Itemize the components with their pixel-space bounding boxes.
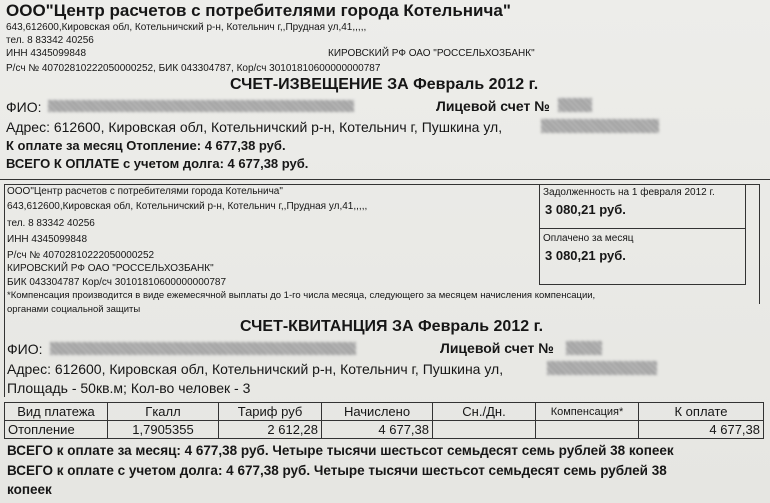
notice-inn: ИНН 4345099848 <box>6 48 87 59</box>
receipt-area: Площадь - 50кв.м; Кол-во человек - 3 <box>7 380 251 396</box>
notice-fio-label: ФИО: <box>6 99 42 115</box>
receipt-grand-total-line1: ВСЕГО к оплате с учетом долга: 4 677,38 руб. Четыре тысячи шестьсот семьдесят семь рублей 38 <box>7 463 667 478</box>
header-charged: Начислено <box>322 403 433 421</box>
header-sn-dn: Сн./Дн. <box>433 403 536 421</box>
paid-label: Оплачено за месяц <box>543 233 634 244</box>
cell-payment-type: Отопление <box>5 421 108 439</box>
receipt-address-redacted <box>547 361 657 375</box>
receipt-grand-total-line2: копеек <box>7 482 52 497</box>
receipt-org-name: ООО"Центр расчетов с потребителями города Котельнича" <box>7 186 283 197</box>
debt-label: Задолженность на 1 февраля 2012 г. <box>543 187 715 198</box>
receipt-fio-redacted <box>50 342 356 355</box>
receipt-org-address: 643,612600,Кировская обл, Котельничский р-н, Котельнич г,,Прудная ул,41,,,,, <box>7 201 368 212</box>
receipt-bank-name: КИРОВСКИЙ РФ ОАО "РОССЕЛЬХОЗБАНК" <box>7 263 214 274</box>
notice-account-label: Лицевой счет № <box>436 98 550 114</box>
receipt-phone: тел. 8 83342 40256 <box>7 218 95 229</box>
notice-org-address: 643,612600,Кировская обл, Котельничский р-н, Котельнич г,,Прудная ул,41,,,,, <box>6 22 367 33</box>
paid-value: 3 080,21 руб. <box>545 248 626 263</box>
header-to-pay: К оплате <box>639 403 764 421</box>
notice-title: СЧЕТ-ИЗВЕЩЕНИЕ ЗА Февраль 2012 г. <box>230 76 539 93</box>
header-tariff: Тариф руб <box>219 403 322 421</box>
receipt-debt-box-divider <box>539 228 745 229</box>
receipt-right-border <box>759 184 760 304</box>
receipt-box-bottom-border <box>539 284 745 285</box>
receipt-note-line2: органами социальной защиты <box>7 304 141 315</box>
header-compensation: Компенсация* <box>536 403 639 421</box>
payment-table-header <box>5 403 764 421</box>
header-payment-type: Вид платежа <box>5 403 108 421</box>
notice-org-name: ООО"Центр расчетов с потребителями города Котельнича" <box>6 1 511 20</box>
payment-table <box>4 402 764 439</box>
cell-charged: 4 677,38 <box>322 421 433 439</box>
receipt-account-redacted <box>566 341 602 355</box>
cell-tariff: 2 612,28 <box>219 421 322 439</box>
notice-bank-name: КИРОВСКИЙ РФ ОАО "РОССЕЛЬХОЗБАНК" <box>328 48 535 59</box>
notice-account-redacted <box>558 98 592 112</box>
cut-line <box>0 179 770 180</box>
debt-value: 3 080,21 руб. <box>545 202 626 217</box>
receipt-column-divider <box>539 184 540 285</box>
cell-to-pay: 4 677,38 <box>639 421 764 439</box>
receipt-bik: БИК 043304787 Кор/сч 30101810600000000787 <box>7 277 227 288</box>
receipt-account-label: Лицевой счет № <box>440 340 554 356</box>
receipt-rs: Р/сч № 40702810222050000252 <box>7 250 155 261</box>
receipt-address: Адрес: 612600, Кировская обл, Котельничский р-н, Котельнич г, Пушкина ул, <box>7 361 504 377</box>
cell-compensation <box>536 421 639 439</box>
receipt-monthly-total: ВСЕГО к оплате за месяц: 4 677,38 руб. Четыре тысячи шестьсот семьдесят семь рублей 38 копеек <box>7 443 674 458</box>
receipt-left-border <box>4 184 5 397</box>
receipt-note-line1: *Компенсация производится в виде ежемесячной выплаты до 1-го числа месяца, следующего за месяцем начисления компенсации, <box>7 290 596 301</box>
receipt-fio-label: ФИО: <box>7 341 43 357</box>
cell-gcal: 1,7905355 <box>108 421 219 439</box>
notice-fio-redacted <box>48 100 354 112</box>
receipt-box-right-border <box>745 184 746 285</box>
notice-address: Адрес: 612600, Кировская обл, Котельничский р-н, Котельнич г, Пушкина ул, <box>6 119 503 135</box>
receipt-inn: ИНН 4345099848 <box>7 234 88 245</box>
receipt-top-border <box>4 184 760 185</box>
receipt-title: СЧЕТ-КВИТАНЦИЯ ЗА Февраль 2012 г. <box>240 318 544 335</box>
header-gcal: Гкалл <box>108 403 219 421</box>
notice-account-details: Р/сч № 40702810222050000252, БИК 043304787, Кор/сч 30101810600000000787 <box>6 63 381 74</box>
notice-address-redacted <box>541 119 659 133</box>
notice-total-amount: ВСЕГО К ОПЛАТЕ с учетом долга: 4 677,38 руб. <box>6 156 309 171</box>
notice-phone: тел. 8 83342 40256 <box>6 35 94 46</box>
cell-sn-dn <box>433 421 536 439</box>
table-row <box>5 421 764 439</box>
notice-monthly-amount: К оплате за месяц Отопление: 4 677,38 руб. <box>6 138 286 153</box>
